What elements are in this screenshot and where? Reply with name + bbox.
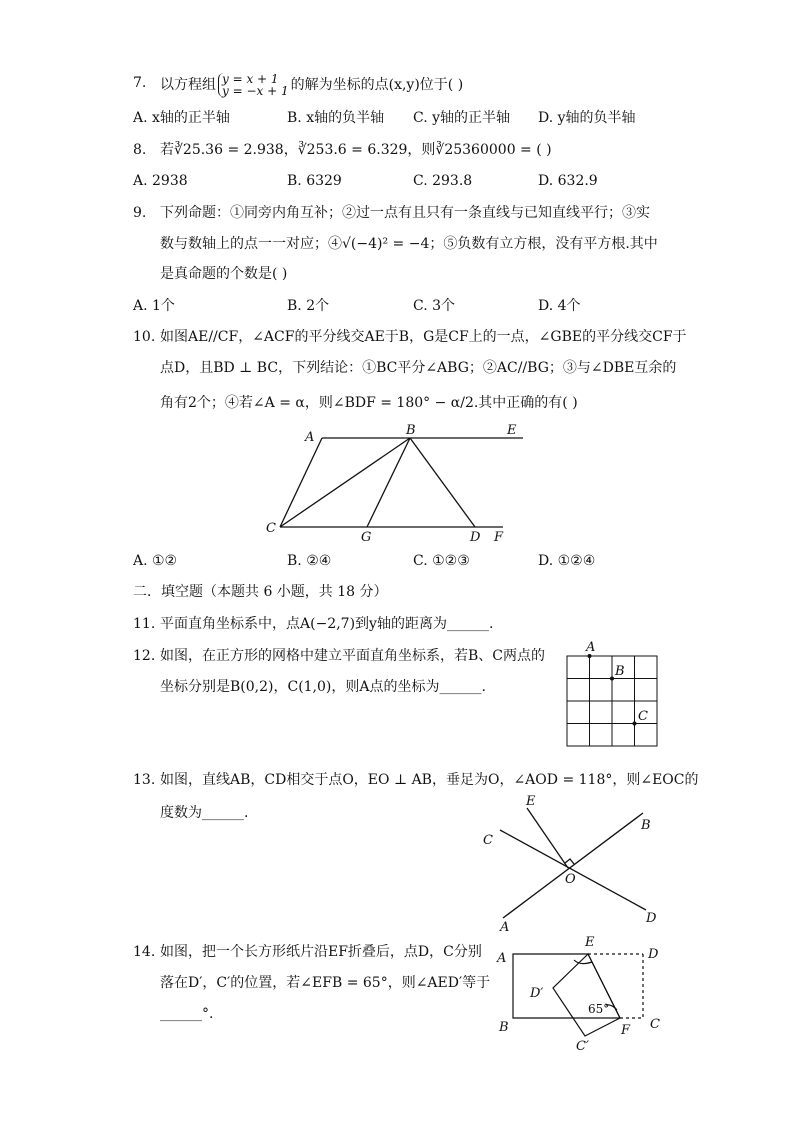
q9-line-1: 下列命题：①同旁内角互补；②过一点有且只有一条直线与已知直线平行；③实 <box>160 205 650 221</box>
q14-label-a: A <box>497 951 507 966</box>
q14-label-c-prime: C′ <box>576 1039 589 1054</box>
q14-number: 14. <box>133 944 156 960</box>
q9-number: 9. <box>133 205 147 221</box>
q10-label-g: G <box>361 530 372 545</box>
q12-line-2: 坐标分别是B(0,2)，C(1,0)，则A点的坐标为______. <box>160 679 486 695</box>
q14-label-e: E <box>585 935 595 950</box>
q8-stem: 若∛25.36 = 2.938，∛253.6 = 6.329，则∛25360000 = ( ) <box>160 142 552 158</box>
q10-label-a: A <box>305 430 315 445</box>
q13-label-d: D <box>646 911 657 926</box>
q14-line-2: 落在D′，C′的位置，若∠EFB = 65°，则∠AED′等于 <box>160 975 491 991</box>
q10-label-b: B <box>406 423 416 438</box>
q14-label-c: C <box>650 1017 660 1032</box>
q13-line-2: 度数为______. <box>160 805 249 821</box>
q9-line-2: 数与数轴上的点一一对应；④√(−4)² = −4；⑤负数有立方根，没有平方根.其中 <box>160 236 658 252</box>
q13-label-c: C <box>483 833 493 848</box>
q12-label-c: C <box>638 709 648 724</box>
q10-line-3: 角有2个；④若∠A = α，则∠BDF = 180° − α/2.其中正确的有( ) <box>160 395 578 411</box>
q14-line-3: ______°. <box>160 1006 214 1022</box>
q11-stem: 平面直角坐标系中，点A(−2,7)到y轴的距离为______. <box>160 616 494 632</box>
q9-line-3: 是真命题的个数是( ) <box>160 266 288 282</box>
q7-eq2: y = −x + 1 <box>222 84 289 98</box>
q13-label-o: O <box>565 872 576 887</box>
q10-line-2: 点D，且BD ⊥ BC，下列结论：①BC平分∠ABG；②AC//BG；③与∠DBE互余的 <box>160 360 677 376</box>
q10-line-1: 如图AE//CF，∠ACF的平分线交AE于B，G是CF上的一点，∠GBE的平分线交CF于 <box>160 329 687 345</box>
q10-label-e: E <box>507 423 517 438</box>
q14-folded-flap <box>553 954 620 1036</box>
q7-number: 7. <box>133 75 147 91</box>
q14-label-b: B <box>499 1020 509 1035</box>
q14-label-f: F <box>621 1023 631 1038</box>
q14-angle-arc-e <box>574 960 592 964</box>
q8-option-b[interactable]: B. 6329 <box>287 173 342 189</box>
q8-number: 8. <box>133 142 147 158</box>
q14-line-1: 如图，把一个长方形纸片沿EF折叠后，点D，C分别 <box>160 944 482 960</box>
q7-option-a[interactable]: A. x轴的正半轴 <box>133 110 230 126</box>
q14-angle-label: 65° <box>588 1002 610 1016</box>
q13-label-e: E <box>526 794 536 809</box>
q13-label-a: A <box>500 920 510 935</box>
q13-label-b: B <box>641 818 651 833</box>
q7-option-b[interactable]: B. x轴的负半轴 <box>287 110 385 126</box>
q10-label-f: F <box>494 530 504 545</box>
q7-stem-post: 的解为坐标的点(x,y)位于( ) <box>290 77 464 93</box>
q10-option-c[interactable]: C. ①②③ <box>413 553 470 569</box>
q10-label-d: D <box>470 530 481 545</box>
q8-option-a[interactable]: A. 2938 <box>133 173 188 189</box>
q10-number: 10. <box>133 329 156 345</box>
q9-option-d[interactable]: D. 4个 <box>538 298 581 314</box>
q13-number: 13. <box>133 772 156 788</box>
q10-option-d[interactable]: D. ①②④ <box>538 553 596 569</box>
q13-line-1: 如图，直线AB，CD相交于点O，EO ⊥ AB，垂足为O，∠AOD = 118°，则∠EOC的 <box>160 772 699 788</box>
q11-number: 11. <box>133 616 156 632</box>
q7-option-c[interactable]: C. y轴的正半轴 <box>413 110 511 126</box>
q14-label-d: D <box>648 947 659 962</box>
q8-option-d[interactable]: D. 632.9 <box>538 173 598 189</box>
q7-stem-pre: 以方程组 <box>160 77 216 93</box>
q12-label-b: B <box>615 664 625 679</box>
q12-line-1: 如图，在正方形的网格中建立平面直角坐标系，若B、C两点的 <box>160 648 545 664</box>
q9-option-c[interactable]: C. 3个 <box>413 298 456 314</box>
section-2-heading: 二．填空题（本题共 6 小题，共 18 分） <box>133 584 388 600</box>
q10-label-c: C <box>266 521 276 536</box>
q7-option-d[interactable]: D. y轴的负半轴 <box>538 110 636 126</box>
q8-option-c[interactable]: C. 293.8 <box>413 173 473 189</box>
q9-option-b[interactable]: B. 2个 <box>287 298 330 314</box>
q12-number: 12. <box>133 648 156 664</box>
q10-option-a[interactable]: A. ①② <box>133 553 178 569</box>
q9-option-a[interactable]: A. 1个 <box>133 298 175 314</box>
q10-option-b[interactable]: B. ②④ <box>287 553 332 569</box>
q7-eq1: y = x + 1 <box>222 72 279 86</box>
q12-label-a: A <box>586 640 596 655</box>
q14-label-d-prime: D′ <box>530 986 544 1001</box>
